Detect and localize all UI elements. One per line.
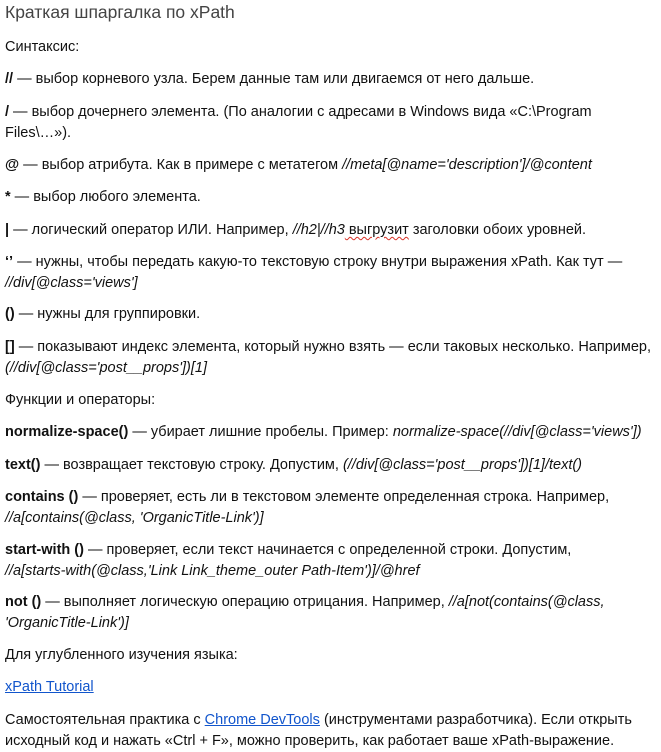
syntax-any-element	[5, 187, 655, 208]
syntax-description: — выбор корневого узла. Берем данные там или двигаемся от него дальше.	[13, 71, 535, 87]
function-description: — выполняет логическую операцию отрицания. Например,	[41, 594, 449, 610]
syntax-or-operator	[5, 220, 655, 241]
syntax-description: — логический оператор ИЛИ. Например,	[9, 222, 293, 238]
syntax-code: //div[@class='views']	[5, 275, 138, 291]
function-name: start-with ()	[5, 542, 84, 558]
syntax-symbol: @	[5, 157, 20, 173]
function-name: normalize-space()	[5, 424, 129, 440]
syntax-description: — выбор дочернего элемента. (По аналогии с адресами в Windows вида «C:\Program	[9, 104, 592, 120]
syntax-symbol: /	[5, 104, 10, 120]
function-code: //a[starts-with(@class,'Link Link_theme_outer Path-Item')]/@href	[5, 563, 420, 579]
syntax-description-cont: Files\…»).	[5, 125, 72, 141]
function-not	[5, 592, 655, 634]
xpath-tutorial-link[interactable]: xPath Tutorial	[5, 679, 94, 695]
syntax-code: //meta[@name='description']/@content	[342, 157, 592, 173]
function-code: normalize-space(//div[@class='views'])	[392, 424, 642, 440]
syntax-symbol: ‘’	[5, 254, 14, 270]
page-title: Краткая шпаргалка по xPath	[5, 2, 235, 22]
syntax-child-element	[5, 102, 655, 144]
function-code-cont: 'OrganicTitle-Link')]	[5, 615, 129, 631]
deep-study-text: Для углубленного изучения языка:	[5, 647, 238, 663]
function-text	[5, 455, 655, 476]
function-name: not ()	[5, 594, 42, 610]
function-name: text()	[5, 457, 41, 473]
function-code: //a[contains(@class, 'OrganicTitle-Link')]	[5, 510, 264, 526]
practice-paragraph	[5, 710, 655, 752]
practice-text: (инструментами разработчика). Если открыть	[319, 712, 632, 728]
function-description: — возвращает текстовую строку. Допустим,	[40, 457, 343, 473]
syntax-attribute	[5, 155, 655, 176]
function-code: (//div[@class='post__props'])[1]/text()	[342, 457, 583, 473]
function-code: //a[not(contains(@class,	[448, 594, 605, 610]
syntax-word: выгрузит	[344, 222, 409, 238]
practice-text-cont: исходный код и нажать «Ctrl + F», можно проверить, как работает ваше xPath-выражение.	[5, 733, 615, 749]
function-start-with	[5, 540, 655, 582]
function-name: contains ()	[5, 489, 79, 505]
syntax-description: — выбор любого элемента.	[10, 189, 201, 205]
syntax-quotes	[5, 252, 655, 294]
syntax-symbol: ()	[5, 306, 15, 322]
tutorial-paragraph	[5, 677, 655, 698]
syntax-index	[5, 337, 655, 379]
syntax-symbol: //	[5, 71, 14, 87]
syntax-description: — выбор атрибута. Как в примере с метатегом	[19, 157, 343, 173]
function-contains	[5, 487, 655, 529]
section-heading-syntax: Синтаксис:	[5, 39, 80, 55]
syntax-symbol: |	[5, 222, 10, 238]
function-normalize-space	[5, 422, 655, 443]
function-description: — проверяет, если текст начинается с определенной строки. Допустим,	[83, 542, 572, 558]
function-description: — убирает лишние пробелы. Пример:	[128, 424, 393, 440]
chrome-devtools-link[interactable]: Chrome DevTools	[204, 712, 320, 728]
syntax-symbol: []	[5, 339, 15, 355]
syntax-symbol: *	[5, 189, 11, 205]
syntax-description: — нужны, чтобы передать какую-то текстовую строку внутри выражения xPath. Как тут —	[13, 254, 623, 270]
syntax-description: — нужны для группировки.	[14, 306, 201, 322]
syntax-description-tail: заголовки обоих уровней.	[408, 222, 587, 238]
practice-text: Самостоятельная практика с	[5, 712, 205, 728]
syntax-code: //h2|//h3	[292, 222, 345, 238]
syntax-grouping	[5, 304, 655, 325]
syntax-root-node	[5, 69, 655, 90]
function-description: — проверяет, есть ли в текстовом элементе определенная строка. Например,	[78, 489, 610, 505]
section-heading-functions: Функции и операторы:	[5, 392, 156, 408]
syntax-description: — показывают индекс элемента, который нужно взять — если таковых несколько. Например,	[14, 339, 652, 355]
syntax-code: (//div[@class='post__props'])[1]	[5, 360, 207, 376]
